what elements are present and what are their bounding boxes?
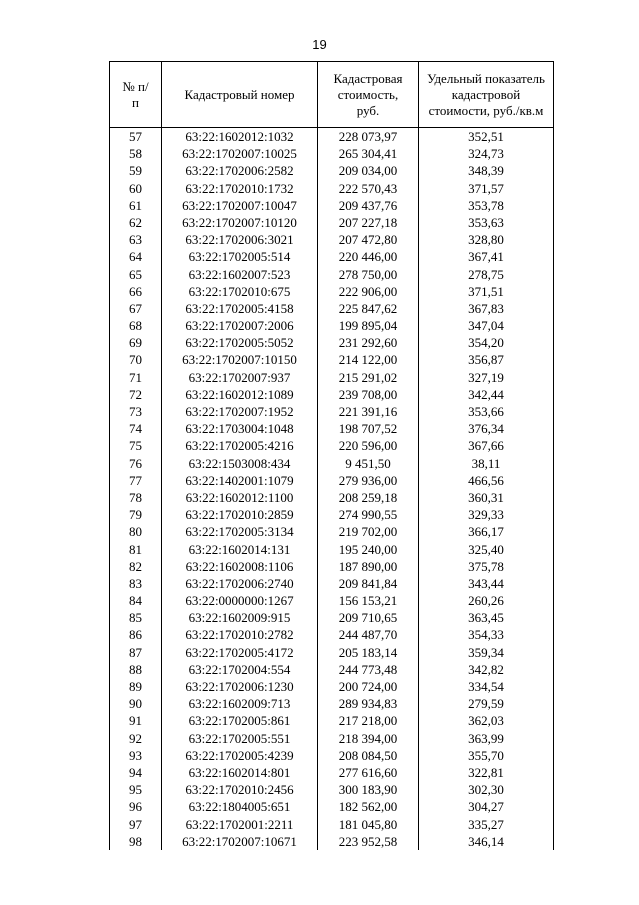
row-number-cell: 75 — [110, 437, 162, 454]
specific-indicator-cell: 335,27 — [419, 816, 554, 833]
table-row — [110, 317, 554, 334]
row-number-cell: 87 — [110, 644, 162, 661]
cadastral-cost-cell: 207 472,80 — [318, 231, 419, 248]
specific-indicator-cell: 367,83 — [419, 300, 554, 317]
header-cadastral-cost: Кадастровая стоимость, руб. — [318, 62, 419, 128]
row-number-cell: 95 — [110, 781, 162, 798]
cadastral-number-cell: 63:22:1602009:713 — [162, 695, 318, 712]
cadastral-number-cell: 63:22:0000000:1267 — [162, 592, 318, 609]
cadastral-cost-cell: 215 291,02 — [318, 369, 419, 386]
table-row — [110, 351, 554, 368]
table-row — [110, 128, 554, 146]
cadastral-number-cell: 63:22:1702004:554 — [162, 661, 318, 678]
specific-indicator-cell: 371,51 — [419, 283, 554, 300]
row-number-cell: 85 — [110, 609, 162, 626]
table-row — [110, 489, 554, 506]
cadastral-number-cell: 63:22:1702007:10025 — [162, 145, 318, 162]
row-number-cell: 72 — [110, 386, 162, 403]
specific-indicator-cell: 367,66 — [419, 437, 554, 454]
specific-indicator-cell: 334,54 — [419, 678, 554, 695]
cadastral-number-cell: 63:22:1702005:5052 — [162, 334, 318, 351]
row-number-cell: 84 — [110, 592, 162, 609]
cadastral-number-cell: 63:22:1702007:1952 — [162, 403, 318, 420]
header-specific-indicator: Удельный показатель кадастровой стоимости, руб./кв.м — [419, 62, 554, 128]
cadastral-cost-cell: 278 750,00 — [318, 266, 419, 283]
row-number-cell: 62 — [110, 214, 162, 231]
cadastral-cost-cell: 181 045,80 — [318, 816, 419, 833]
specific-indicator-cell: 38,11 — [419, 455, 554, 472]
cadastral-cost-cell: 223 952,58 — [318, 833, 419, 850]
cadastral-number-cell: 63:22:1503008:434 — [162, 455, 318, 472]
row-number-cell: 90 — [110, 695, 162, 712]
cadastral-number-cell: 63:22:1602008:1106 — [162, 558, 318, 575]
table-row — [110, 764, 554, 781]
specific-indicator-cell: 347,04 — [419, 317, 554, 334]
row-number-cell: 74 — [110, 420, 162, 437]
cadastral-cost-cell: 225 847,62 — [318, 300, 419, 317]
cadastral-number-cell: 63:22:1702005:514 — [162, 248, 318, 265]
cadastral-number-cell: 63:22:1602007:523 — [162, 266, 318, 283]
cadastral-cost-cell: 199 895,04 — [318, 317, 419, 334]
cadastral-cost-cell: 205 183,14 — [318, 644, 419, 661]
table-row — [110, 712, 554, 729]
cadastral-number-cell: 63:22:1702010:675 — [162, 283, 318, 300]
header-row-number: № п/п — [110, 62, 162, 128]
specific-indicator-cell: 363,99 — [419, 730, 554, 747]
row-number-cell: 81 — [110, 541, 162, 558]
specific-indicator-cell: 279,59 — [419, 695, 554, 712]
cadastral-number-cell: 63:22:1702007:2006 — [162, 317, 318, 334]
table-row — [110, 369, 554, 386]
specific-indicator-cell: 278,75 — [419, 266, 554, 283]
specific-indicator-cell: 356,87 — [419, 351, 554, 368]
cadastral-number-cell: 63:22:1702007:10047 — [162, 197, 318, 214]
specific-indicator-cell: 466,56 — [419, 472, 554, 489]
table-row — [110, 180, 554, 197]
cadastral-cost-cell: 239 708,00 — [318, 386, 419, 403]
specific-indicator-cell: 343,44 — [419, 575, 554, 592]
cadastral-cost-cell: 220 596,00 — [318, 437, 419, 454]
specific-indicator-cell: 352,51 — [419, 128, 554, 146]
row-number-cell: 88 — [110, 661, 162, 678]
cadastral-number-cell: 63:22:1702006:1230 — [162, 678, 318, 695]
table-row — [110, 678, 554, 695]
cadastral-cost-cell: 209 034,00 — [318, 162, 419, 179]
table-row — [110, 145, 554, 162]
specific-indicator-cell: 355,70 — [419, 747, 554, 764]
row-number-cell: 98 — [110, 833, 162, 850]
cadastral-cost-cell: 156 153,21 — [318, 592, 419, 609]
table-row — [110, 266, 554, 283]
specific-indicator-cell: 354,20 — [419, 334, 554, 351]
row-number-cell: 93 — [110, 747, 162, 764]
cadastral-cost-cell: 198 707,52 — [318, 420, 419, 437]
row-number-cell: 89 — [110, 678, 162, 695]
table-body — [110, 128, 554, 850]
row-number-cell: 65 — [110, 266, 162, 283]
cadastral-cost-cell: 195 240,00 — [318, 541, 419, 558]
cadastral-cost-cell: 279 936,00 — [318, 472, 419, 489]
table-row — [110, 644, 554, 661]
cadastral-number-cell: 63:22:1703004:1048 — [162, 420, 318, 437]
specific-indicator-cell: 325,40 — [419, 541, 554, 558]
cadastral-cost-cell: 244 487,70 — [318, 626, 419, 643]
cadastral-number-cell: 63:22:1702007:10671 — [162, 833, 318, 850]
row-number-cell: 70 — [110, 351, 162, 368]
row-number-cell: 97 — [110, 816, 162, 833]
table-row — [110, 609, 554, 626]
row-number-cell: 76 — [110, 455, 162, 472]
specific-indicator-cell: 366,17 — [419, 523, 554, 540]
cadastral-cost-cell: 218 394,00 — [318, 730, 419, 747]
table-row — [110, 626, 554, 643]
specific-indicator-cell: 362,03 — [419, 712, 554, 729]
table-row — [110, 214, 554, 231]
specific-indicator-cell: 353,78 — [419, 197, 554, 214]
specific-indicator-cell: 346,14 — [419, 833, 554, 850]
cadastral-number-cell: 63:22:1702005:3134 — [162, 523, 318, 540]
table-row — [110, 833, 554, 850]
cadastral-number-cell: 63:22:1702007:937 — [162, 369, 318, 386]
table-row — [110, 541, 554, 558]
table-row — [110, 781, 554, 798]
cadastral-number-cell: 63:22:1602012:1100 — [162, 489, 318, 506]
cadastral-number-cell: 63:22:1804005:651 — [162, 798, 318, 815]
cadastral-cost-cell: 209 437,76 — [318, 197, 419, 214]
row-number-cell: 82 — [110, 558, 162, 575]
specific-indicator-cell: 360,31 — [419, 489, 554, 506]
row-number-cell: 71 — [110, 369, 162, 386]
table-row — [110, 747, 554, 764]
cadastral-cost-cell: 228 073,97 — [318, 128, 419, 146]
cadastral-cost-cell: 277 616,60 — [318, 764, 419, 781]
cadastral-cost-cell: 214 122,00 — [318, 351, 419, 368]
page-number: 19 — [312, 37, 327, 52]
row-number-cell: 64 — [110, 248, 162, 265]
cadastral-cost-cell: 208 084,50 — [318, 747, 419, 764]
cadastral-number-cell: 63:22:1702006:2740 — [162, 575, 318, 592]
cadastral-number-cell: 63:22:1702001:2211 — [162, 816, 318, 833]
row-number-cell: 58 — [110, 145, 162, 162]
row-number-cell: 69 — [110, 334, 162, 351]
cadastral-number-cell: 63:22:1602014:131 — [162, 541, 318, 558]
specific-indicator-cell: 367,41 — [419, 248, 554, 265]
table-row — [110, 283, 554, 300]
row-number-cell: 67 — [110, 300, 162, 317]
row-number-cell: 79 — [110, 506, 162, 523]
table-row — [110, 420, 554, 437]
cadastral-number-cell: 63:22:1702006:2582 — [162, 162, 318, 179]
cadastral-cost-cell: 222 570,43 — [318, 180, 419, 197]
specific-indicator-cell: 371,57 — [419, 180, 554, 197]
row-number-cell: 60 — [110, 180, 162, 197]
row-number-cell: 86 — [110, 626, 162, 643]
table-row — [110, 592, 554, 609]
table-row — [110, 523, 554, 540]
cadastral-number-cell: 63:22:1702010:2782 — [162, 626, 318, 643]
cadastral-number-cell: 63:22:1602012:1032 — [162, 128, 318, 146]
cadastral-number-cell: 63:22:1602012:1089 — [162, 386, 318, 403]
specific-indicator-cell: 342,82 — [419, 661, 554, 678]
row-number-cell: 83 — [110, 575, 162, 592]
cadastral-cost-cell: 300 183,90 — [318, 781, 419, 798]
cadastral-cost-cell: 208 259,18 — [318, 489, 419, 506]
table-row — [110, 403, 554, 420]
table-row — [110, 386, 554, 403]
specific-indicator-cell: 376,34 — [419, 420, 554, 437]
table-row — [110, 455, 554, 472]
cadastral-cost-cell: 220 446,00 — [318, 248, 419, 265]
specific-indicator-cell: 329,33 — [419, 506, 554, 523]
row-number-cell: 77 — [110, 472, 162, 489]
cadastral-cost-cell: 221 391,16 — [318, 403, 419, 420]
cadastral-number-cell: 63:22:1702010:2456 — [162, 781, 318, 798]
cadastral-cost-cell: 187 890,00 — [318, 558, 419, 575]
table-row — [110, 558, 554, 575]
cadastral-number-cell: 63:22:1602014:801 — [162, 764, 318, 781]
row-number-cell: 59 — [110, 162, 162, 179]
cadastral-number-cell: 63:22:1602009:915 — [162, 609, 318, 626]
cadastral-number-cell: 63:22:1702005:551 — [162, 730, 318, 747]
table-row — [110, 162, 554, 179]
table-row — [110, 334, 554, 351]
specific-indicator-cell: 324,73 — [419, 145, 554, 162]
row-number-cell: 57 — [110, 128, 162, 146]
table-row — [110, 437, 554, 454]
specific-indicator-cell: 353,66 — [419, 403, 554, 420]
table-header — [110, 62, 554, 128]
header-cadastral-number: Кадастровый номер — [162, 62, 318, 128]
specific-indicator-cell: 328,80 — [419, 231, 554, 248]
row-number-cell: 94 — [110, 764, 162, 781]
cadastral-number-cell: 63:22:1702006:3021 — [162, 231, 318, 248]
table-row — [110, 575, 554, 592]
specific-indicator-cell: 342,44 — [419, 386, 554, 403]
cadastral-cost-cell: 182 562,00 — [318, 798, 419, 815]
cadastral-number-cell: 63:22:1702005:4158 — [162, 300, 318, 317]
specific-indicator-cell: 354,33 — [419, 626, 554, 643]
row-number-cell: 92 — [110, 730, 162, 747]
cadastral-number-cell: 63:22:1702005:861 — [162, 712, 318, 729]
table-row — [110, 506, 554, 523]
specific-indicator-cell: 327,19 — [419, 369, 554, 386]
cadastral-number-cell: 63:22:1702010:1732 — [162, 180, 318, 197]
cadastral-cost-cell: 289 934,83 — [318, 695, 419, 712]
table-row — [110, 231, 554, 248]
table-row — [110, 730, 554, 747]
table-row — [110, 695, 554, 712]
row-number-cell: 80 — [110, 523, 162, 540]
table-row — [110, 816, 554, 833]
cadastral-number-cell: 63:22:1702010:2859 — [162, 506, 318, 523]
cadastral-number-cell: 63:22:1702005:4216 — [162, 437, 318, 454]
row-number-cell: 68 — [110, 317, 162, 334]
cadastral-cost-cell: 209 710,65 — [318, 609, 419, 626]
cadastral-table — [109, 61, 554, 850]
row-number-cell: 66 — [110, 283, 162, 300]
specific-indicator-cell: 322,81 — [419, 764, 554, 781]
row-number-cell: 63 — [110, 231, 162, 248]
specific-indicator-cell: 348,39 — [419, 162, 554, 179]
row-number-cell: 91 — [110, 712, 162, 729]
specific-indicator-cell: 304,27 — [419, 798, 554, 815]
row-number-cell: 73 — [110, 403, 162, 420]
cadastral-cost-cell: 209 841,84 — [318, 575, 419, 592]
cadastral-number-cell: 63:22:1702007:10120 — [162, 214, 318, 231]
table-row — [110, 248, 554, 265]
specific-indicator-cell: 363,45 — [419, 609, 554, 626]
table-row — [110, 472, 554, 489]
cadastral-cost-cell: 200 724,00 — [318, 678, 419, 695]
specific-indicator-cell: 302,30 — [419, 781, 554, 798]
cadastral-number-cell: 63:22:1702007:10150 — [162, 351, 318, 368]
table-row — [110, 300, 554, 317]
specific-indicator-cell: 353,63 — [419, 214, 554, 231]
row-number-cell: 96 — [110, 798, 162, 815]
cadastral-cost-cell: 274 990,55 — [318, 506, 419, 523]
specific-indicator-cell: 359,34 — [419, 644, 554, 661]
row-number-cell: 61 — [110, 197, 162, 214]
row-number-cell: 78 — [110, 489, 162, 506]
cadastral-number-cell: 63:22:1402001:1079 — [162, 472, 318, 489]
cadastral-cost-cell: 219 702,00 — [318, 523, 419, 540]
cadastral-cost-cell: 231 292,60 — [318, 334, 419, 351]
table-row — [110, 661, 554, 678]
table-row — [110, 197, 554, 214]
cadastral-cost-cell: 222 906,00 — [318, 283, 419, 300]
cadastral-cost-cell: 244 773,48 — [318, 661, 419, 678]
table-row — [110, 798, 554, 815]
specific-indicator-cell: 375,78 — [419, 558, 554, 575]
cadastral-cost-cell: 265 304,41 — [318, 145, 419, 162]
cadastral-number-cell: 63:22:1702005:4172 — [162, 644, 318, 661]
cadastral-cost-cell: 9 451,50 — [318, 455, 419, 472]
cadastral-cost-cell: 217 218,00 — [318, 712, 419, 729]
cadastral-number-cell: 63:22:1702005:4239 — [162, 747, 318, 764]
cadastral-cost-cell: 207 227,18 — [318, 214, 419, 231]
specific-indicator-cell: 260,26 — [419, 592, 554, 609]
